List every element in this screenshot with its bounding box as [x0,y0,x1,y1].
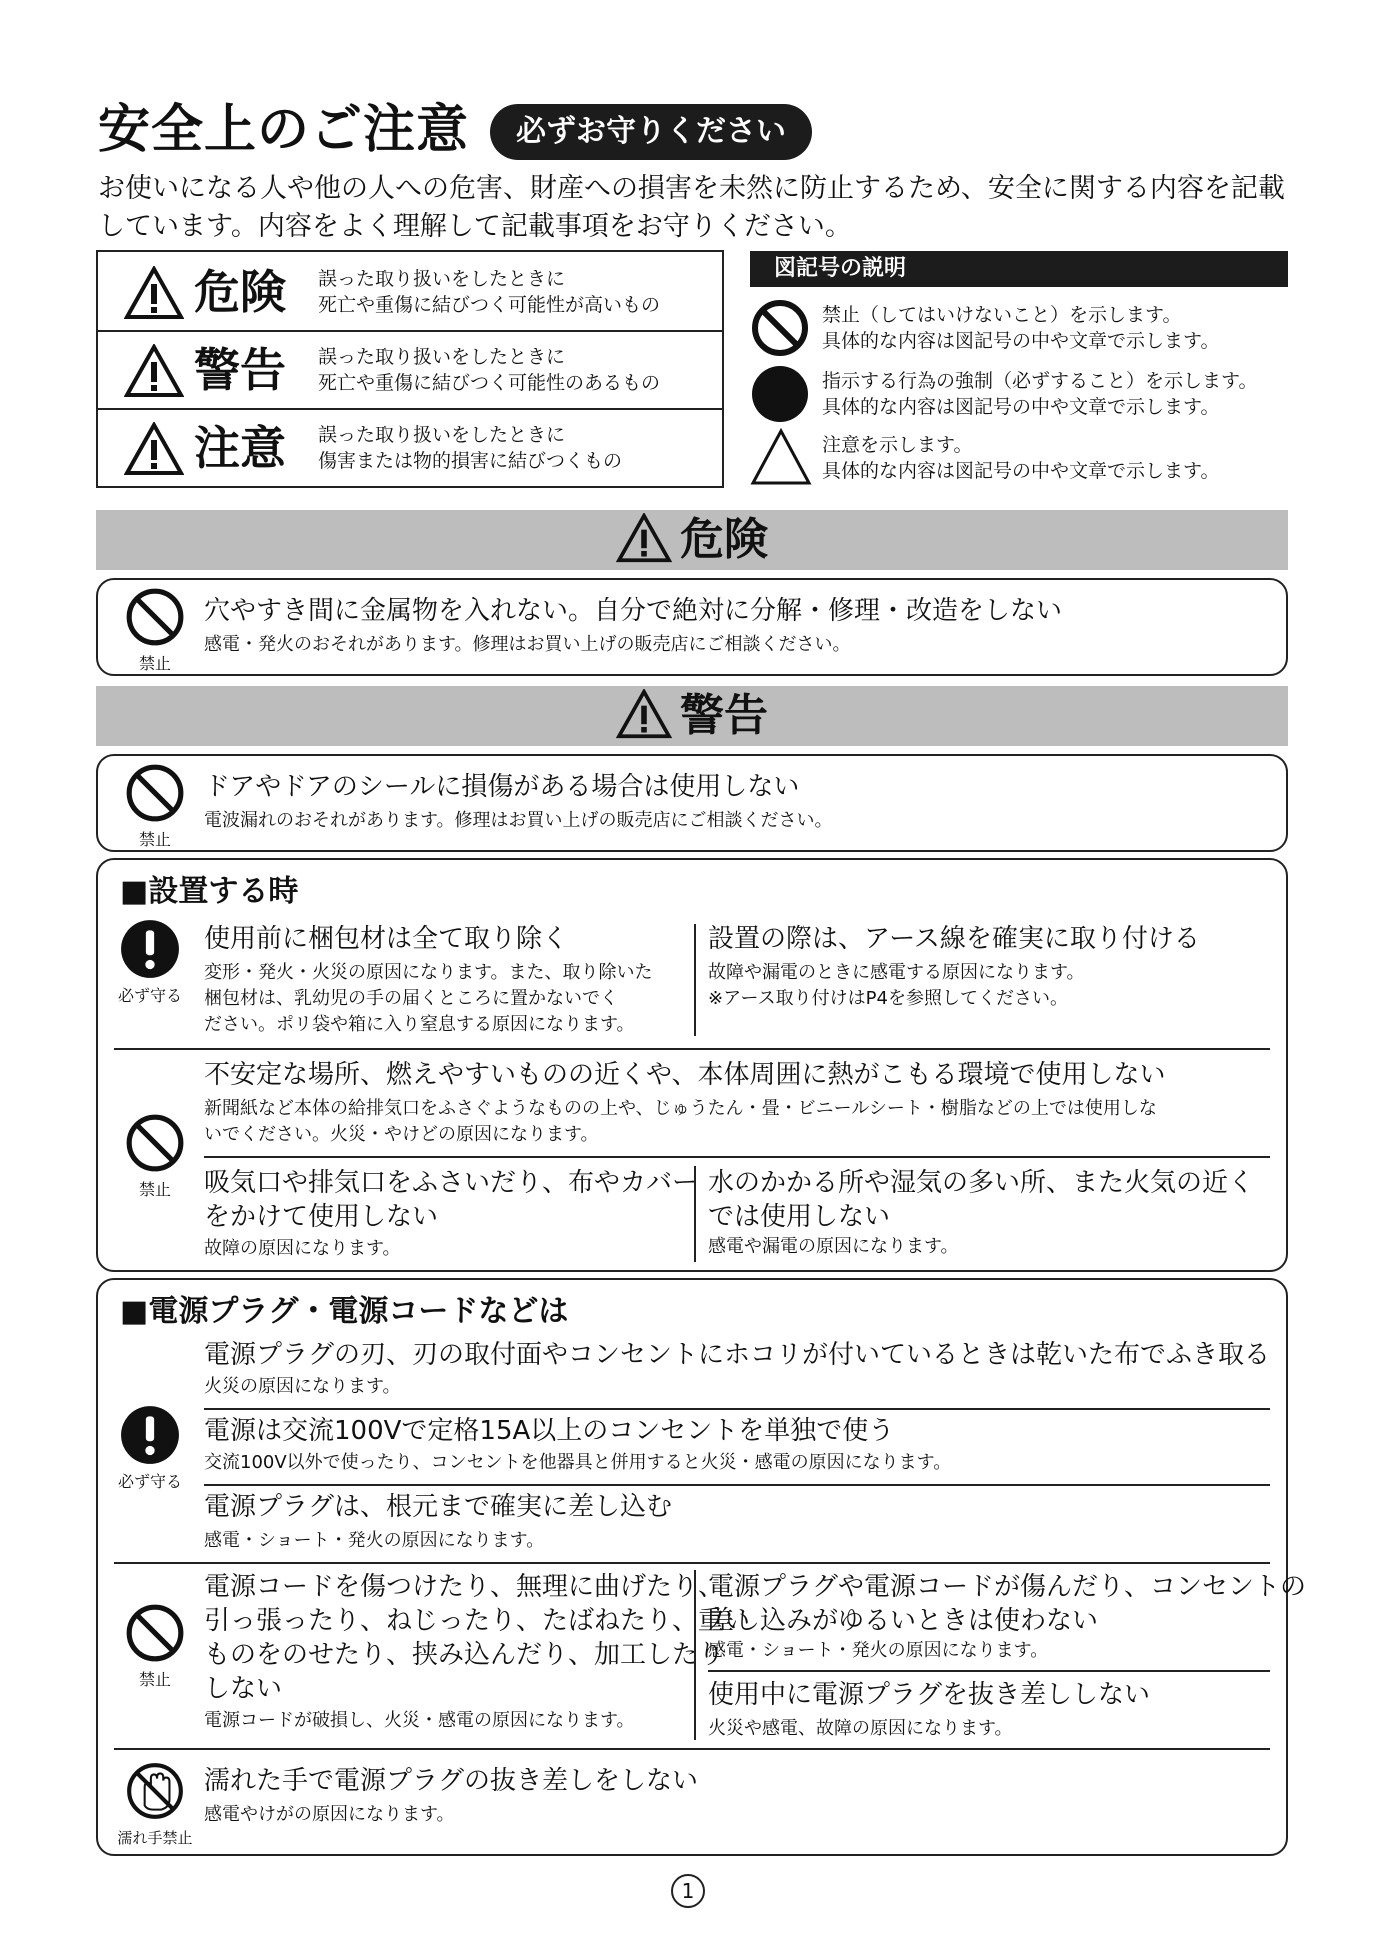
mandatory-symbol: 必ず守る [110,1404,190,1492]
intro-text: お使いになる人や他の人への危害、財産への損害を未然に防止するため、安全に関する内容を記載しています。内容をよく理解して記載事項をお守りください。 [98,173,1285,242]
install-item-detail: 変形・発火・火災の原因になります。また、取り除いた 梱包材は、乳幼児の手の届くところに置かないでく ださい。ポリ袋や箱に入り窒息する原因になります。 [204,962,653,1035]
column-divider [694,924,696,1036]
power-item-detail: 感電・ショート・発火の原因になります。 [204,1530,545,1551]
power-item-detail: 交流100V以外で使ったり、コンセントを他器具と併用すると火災・感電の原因になります。 [204,1452,952,1473]
warning-triangle-icon [124,422,184,476]
warning-detail: 電波漏れのおそれがあります。修理はお買い上げの販売店にご相談ください。 [204,810,833,831]
power-section [96,1278,1307,1856]
prohibition-symbol: 禁止 [120,1112,190,1200]
prohibition-icon [124,1112,186,1174]
prohibition-symbol: 禁止 [120,586,190,674]
warning-triangle-icon [616,689,672,739]
legend-name: 注意 [194,421,286,475]
symbol-legend-heading: 図記号の説明 [750,251,1288,287]
legend-row-caution [98,410,722,488]
install-item-detail: 故障の原因になります。 [204,1238,401,1259]
power-item-detail: 感電やけがの原因になります。 [204,1804,455,1825]
install-item-detail: 新聞紙など本体の給排気口をふさぐようなものの上や、じゅうたん・畳・ビニールシート・樹脂などの上では使用しな いでください。火災・やけどの原因になります。 [204,1098,1157,1145]
install-item-detail: 感電や漏電の原因になります。 [708,1236,959,1257]
power-item-heading: 電源コードを傷つけたり、無理に曲げたり、 引っ張ったり、ねじったり、たばねたり、重い ものをのせたり、挟み込んだり、加工したり しない [204,1572,751,1704]
prohibition-icon [750,298,810,358]
install-item-heading: 不安定な場所、燃えやすいものの近くや、本体周囲に熱がこもる環境で使用しない [204,1060,1166,1090]
symbol-row [750,364,1290,424]
exclamation-circle-icon [119,918,181,980]
power-item-detail: 感電・ショート・発火の原因になります。 [708,1640,1049,1661]
warning-triangle-icon [616,513,672,563]
warning-box [96,754,1288,852]
must-follow-badge: 必ずお守りください [490,104,812,160]
warning-banner: 警告 [96,686,1288,746]
wet-hand-prohibited-icon [124,1760,186,1822]
mandatory-symbol: 必ず守る [110,918,190,1006]
symbol-desc: 禁止（してはいけないこと）を示します。 具体的な内容は図記号の中や文章で示します。 [822,304,1220,352]
install-item-heading: 設置の際は、アース線を確実に取り付ける [708,924,1200,954]
symbol-row [750,428,1290,488]
power-item-heading: 電源プラグの刃、刃の取付面やコンセントにホコリが付いているときは乾いた布でふき取る [204,1340,1271,1370]
column-divider [694,1166,696,1262]
power-item-heading: 電源プラグは、根元まで確実に差し込む [204,1492,673,1522]
row-divider [204,1156,1270,1158]
prohibition-symbol: 禁止 [120,762,190,850]
legend-name: 危険 [194,265,286,319]
legend-row-warning [98,332,722,410]
power-item-detail: 電源コードが破損し、火災・感電の原因になります。 [204,1710,635,1731]
caution-triangle-icon [750,428,812,486]
page-number: 1 [668,1870,708,1910]
installation-section [96,858,1288,1272]
power-item-heading: 電源は交流100Vで定格15A以上のコンセントを単独で使う [204,1416,895,1446]
row-divider [204,1484,1270,1486]
section-title: ■電源プラグ・電源コードなどは [120,1294,569,1329]
install-item-heading: 水のかかる所や湿気の多い所、また火気の近く では使用しない [708,1168,1255,1232]
warning-triangle-icon [124,344,184,398]
power-item-heading: 電源プラグや電源コードが傷んだり、コンセントの 差し込みがゆるいときは使わない [708,1572,1307,1636]
warning-triangle-icon [124,266,184,320]
hazard-level-legend [96,250,724,488]
row-divider [114,1562,1270,1564]
page-title: 安全上のご注意 [98,100,470,160]
install-item-heading: 吸気口や排気口をふさいだり、布やカバー をかけて使用しない [204,1168,699,1232]
symbol-desc: 指示する行為の強制（必ずすること）を示します。 具体的な内容は図記号の中や文章で示します。 [822,370,1258,418]
row-divider [204,1408,1270,1410]
section-title: ■設置する時 [120,874,299,909]
prohibition-icon [124,586,186,648]
install-item-heading: 使用前に梱包材は全て取り除く [204,924,569,954]
prohibition-symbol: 禁止 [120,1602,190,1690]
power-item-detail: 火災の原因になります。 [204,1376,401,1397]
mandatory-circle-icon [750,364,810,424]
power-item-heading: 使用中に電源プラグを抜き差ししない [708,1680,1151,1710]
exclamation-circle-icon [119,1404,181,1466]
wet-hands-prohibited-symbol: 濡れ手禁止 [108,1760,202,1848]
legend-name: 警告 [194,343,286,397]
symbol-row [750,298,1290,358]
warning-heading: ドアやドアのシールに損傷がある場合は使用しない [204,772,800,802]
row-divider [114,1048,1270,1050]
legend-desc: 誤った取り扱いをしたときに 傷害または物的損害に結びつくもの [318,424,623,472]
legend-desc: 誤った取り扱いをしたときに 死亡や重傷に結びつく可能性が高いもの [318,268,661,316]
row-divider [114,1748,1270,1750]
danger-banner: 危険 [96,510,1288,570]
legend-row-danger [98,252,722,332]
power-item-heading: 濡れた手で電源プラグの抜き差しをしない [204,1766,699,1796]
power-item-detail: 火災や感電、故障の原因になります。 [708,1718,1013,1739]
symbol-desc: 注意を示します。 具体的な内容は図記号の中や文章で示します。 [822,434,1220,482]
danger-detail: 感電・発火のおそれがあります。修理はお買い上げの販売店にご相談ください。 [204,634,851,655]
danger-heading: 穴やすき間に金属物を入れない。自分で絶対に分解・修理・改造をしない [204,596,1063,626]
column-divider [694,1570,696,1740]
prohibition-icon [124,1602,186,1664]
legend-desc: 誤った取り扱いをしたときに 死亡や重傷に結びつく可能性のあるもの [318,346,661,394]
prohibition-icon [124,762,186,824]
danger-box [96,578,1288,676]
install-item-detail: 故障や漏電のときに感電する原因になります。 ※アース取り付けはP4を参照してください。 [708,962,1085,1009]
row-divider [708,1670,1270,1672]
